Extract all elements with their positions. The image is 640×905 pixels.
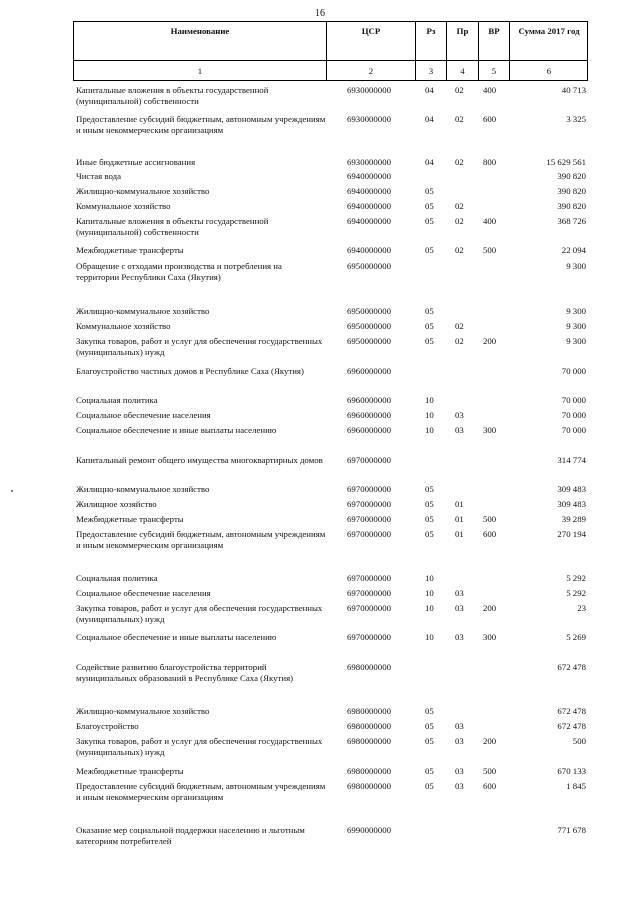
row-name: Предоставление субсидий бюджетным, автономным учреждениям и иным некоммерческим организациям: [76, 114, 326, 135]
row-pr: 03: [455, 588, 464, 598]
row-rz: 10: [425, 632, 434, 642]
margin-mark: [11, 490, 13, 492]
row-sum: 390 820: [557, 201, 586, 211]
row-pr: 02: [455, 336, 464, 346]
row-vr: 800: [483, 157, 497, 167]
header-sum: Сумма 2017 год: [518, 26, 580, 36]
row-vr: 300: [483, 632, 497, 642]
row-sum: 672 478: [557, 706, 586, 716]
row-pr: 01: [455, 499, 464, 509]
row-csr: 6970000000: [347, 484, 391, 494]
row-rz: 05: [425, 484, 434, 494]
row-rz: 10: [425, 588, 434, 598]
row-rz: 10: [425, 395, 434, 405]
row-sum: 23: [577, 603, 586, 613]
header-csr: ЦСР: [361, 26, 381, 36]
row-name: Жилищно-коммунальное хозяйство: [76, 706, 210, 716]
row-pr: 03: [455, 425, 464, 435]
row-name: Межбюджетные трансферты: [76, 514, 184, 524]
row-csr: 6980000000: [347, 706, 391, 716]
row-name: Коммунальное хозяйство: [76, 321, 171, 331]
row-name: Чистая вода: [76, 171, 122, 181]
row-sum: 672 478: [557, 662, 586, 672]
row-name: Социальная политика: [76, 573, 158, 583]
row-csr: 6970000000: [347, 603, 391, 613]
row-pr: 03: [455, 736, 464, 746]
row-csr: 6950000000: [347, 336, 391, 346]
page-number: 16: [315, 8, 325, 19]
row-csr: 6940000000: [347, 186, 391, 196]
row-vr: 400: [483, 85, 497, 95]
header-vr: ВР: [488, 26, 500, 36]
row-rz: 05: [425, 781, 434, 791]
header-rz: Рз: [426, 26, 436, 36]
row-name: Жилищно-коммунальное хозяйство: [76, 484, 210, 494]
row-name: Социальное обеспечение населения: [76, 410, 211, 420]
row-csr: 6930000000: [347, 114, 391, 124]
row-pr: 03: [455, 603, 464, 613]
row-pr: 03: [455, 781, 464, 791]
row-csr: 6930000000: [347, 85, 391, 95]
row-csr: 6950000000: [347, 261, 391, 271]
row-rz: 05: [425, 721, 434, 731]
row-name: Благоустройство: [76, 721, 139, 731]
row-rz: 10: [425, 573, 434, 583]
row-pr: 01: [455, 529, 464, 539]
row-name: Закупка товаров, работ и услуг для обеспечения государственных (муниципальных) нужд: [76, 603, 323, 624]
row-name: Обращение с отходами производства и потребления на территории Республики Саха (Якутия): [76, 261, 282, 282]
row-csr: 6940000000: [347, 216, 391, 226]
row-csr: 6980000000: [347, 766, 391, 776]
row-rz: 04: [425, 114, 434, 124]
row-name: Благоустройство частных домов в Республике Саха (Якутия): [76, 366, 304, 376]
row-rz: 05: [425, 306, 434, 316]
row-csr: 6970000000: [347, 529, 391, 539]
row-csr: 6990000000: [347, 825, 391, 835]
row-pr: 03: [455, 632, 464, 642]
row-rz: 05: [425, 529, 434, 539]
row-vr: 600: [483, 781, 497, 791]
row-vr: 600: [483, 529, 497, 539]
row-sum: 270 194: [557, 529, 586, 539]
row-csr: 6950000000: [347, 306, 391, 316]
row-csr: 6970000000: [347, 573, 391, 583]
table-header: [73, 21, 588, 81]
row-rz: 05: [425, 245, 434, 255]
row-rz: 05: [425, 186, 434, 196]
row-sum: 672 478: [557, 721, 586, 731]
row-name: Межбюджетные трансферты: [76, 245, 184, 255]
row-sum: 5 292: [566, 588, 586, 598]
row-sum: 309 483: [557, 499, 586, 509]
row-pr: 02: [455, 201, 464, 211]
row-name: Жилищное хозяйство: [76, 499, 157, 509]
header-name: Наименование: [170, 26, 230, 36]
column-number: 2: [368, 66, 374, 76]
row-sum: 5 269: [566, 632, 586, 642]
row-sum: 771 678: [557, 825, 586, 835]
row-csr: 6950000000: [347, 321, 391, 331]
row-name: Оказание мер социальной поддержки населению и льготным категориям потребителей: [76, 825, 305, 846]
row-sum: 70 000: [561, 425, 586, 435]
row-name: Социальная политика: [76, 395, 158, 405]
row-csr: 6980000000: [347, 781, 391, 791]
row-csr: 6970000000: [347, 499, 391, 509]
row-name: Жилищно-коммунальное хозяйство: [76, 186, 210, 196]
row-csr: 6970000000: [347, 455, 391, 465]
row-csr: 6960000000: [347, 395, 391, 405]
row-sum: 70 000: [561, 410, 586, 420]
row-csr: 6980000000: [347, 736, 391, 746]
row-csr: 6970000000: [347, 514, 391, 524]
row-name: Предоставление субсидий бюджетным, автономным учреждениям и иным некоммерческим организациям: [76, 529, 326, 550]
row-sum: 22 094: [561, 245, 586, 255]
row-sum: 9 300: [566, 306, 586, 316]
row-vr: 500: [483, 245, 497, 255]
row-rz: 10: [425, 410, 434, 420]
row-pr: 02: [455, 321, 464, 331]
row-name: Закупка товаров, работ и услуг для обеспечения государственных (муниципальных) нужд: [76, 336, 323, 357]
row-vr: 500: [483, 514, 497, 524]
row-sum: 9 300: [566, 336, 586, 346]
row-name: Межбюджетные трансферты: [76, 766, 184, 776]
row-vr: 300: [483, 425, 497, 435]
row-pr: 01: [455, 514, 464, 524]
row-pr: 02: [455, 157, 464, 167]
row-sum: 500: [572, 736, 586, 746]
row-rz: 05: [425, 766, 434, 776]
row-name: Жилищно-коммунальное хозяйство: [76, 306, 210, 316]
row-name: Социальное обеспечение и иные выплаты населению: [76, 425, 277, 435]
row-sum: 5 292: [566, 573, 586, 583]
row-name: Предоставление субсидий бюджетным, автономным учреждениям и иным некоммерческим организациям: [76, 781, 326, 802]
row-csr: 6940000000: [347, 171, 391, 181]
row-rz: 05: [425, 216, 434, 226]
row-rz: 04: [425, 85, 434, 95]
row-vr: 500: [483, 766, 497, 776]
row-name: Капитальные вложения в объекты государственной (муниципальной) собственности: [76, 216, 269, 237]
row-rz: 10: [425, 425, 434, 435]
row-csr: 6960000000: [347, 425, 391, 435]
row-sum: 39 289: [561, 514, 586, 524]
row-rz: 05: [425, 514, 434, 524]
row-rz: 04: [425, 157, 434, 167]
column-number: 4: [460, 66, 465, 76]
row-sum: 390 820: [557, 186, 586, 196]
row-sum: 40 713: [561, 85, 586, 95]
row-sum: 3 325: [566, 114, 586, 124]
row-sum: 314 774: [557, 455, 586, 465]
row-sum: 15 629 561: [546, 157, 586, 167]
row-csr: 6960000000: [347, 366, 391, 376]
row-csr: 6940000000: [347, 201, 391, 211]
row-rz: 05: [425, 499, 434, 509]
row-name: Социальное обеспечение и иные выплаты населению: [76, 632, 277, 642]
column-number: 6: [546, 66, 552, 76]
row-pr: 03: [455, 721, 464, 731]
row-sum: 368 726: [557, 216, 586, 226]
row-pr: 02: [455, 114, 464, 124]
row-name: Социальное обеспечение населения: [76, 588, 211, 598]
row-sum: 70 000: [561, 395, 586, 405]
row-sum: 1 845: [566, 781, 586, 791]
row-vr: 600: [483, 114, 497, 124]
row-name: Капитальные вложения в объекты государственной (муниципальной) собственности: [76, 85, 269, 106]
row-pr: 03: [455, 766, 464, 776]
row-rz: 05: [425, 321, 434, 331]
row-name: Коммунальное хозяйство: [76, 201, 171, 211]
row-csr: 6980000000: [347, 662, 391, 672]
row-sum: 9 300: [566, 261, 586, 271]
row-csr: 6970000000: [347, 632, 391, 642]
row-pr: 02: [455, 85, 464, 95]
row-sum: 9 300: [566, 321, 586, 331]
row-csr: 6970000000: [347, 588, 391, 598]
row-pr: 02: [455, 216, 464, 226]
header-pr: Пр: [456, 26, 469, 36]
row-name: Капитальный ремонт общего имущества многоквартирных домов: [76, 455, 323, 465]
row-sum: 390 820: [557, 171, 586, 181]
row-rz: 05: [425, 706, 434, 716]
row-sum: 70 000: [561, 366, 586, 376]
row-sum: 670 133: [557, 766, 586, 776]
row-rz: 05: [425, 736, 434, 746]
column-number: 5: [491, 66, 497, 76]
row-rz: 10: [425, 603, 434, 613]
row-pr: 02: [455, 245, 464, 255]
row-rz: 05: [425, 336, 434, 346]
row-csr: 6980000000: [347, 721, 391, 731]
row-csr: 6960000000: [347, 410, 391, 420]
column-number: 3: [428, 66, 434, 76]
column-number: 1: [197, 66, 203, 76]
row-vr: 400: [483, 216, 497, 226]
row-rz: 05: [425, 201, 434, 211]
row-csr: 6940000000: [347, 245, 391, 255]
row-name: Иные бюджетные ассигнования: [76, 157, 196, 167]
row-name: Закупка товаров, работ и услуг для обеспечения государственных (муниципальных) нужд: [76, 736, 323, 757]
row-vr: 200: [483, 336, 497, 346]
header-row-divider: [74, 60, 587, 61]
row-vr: 200: [483, 736, 497, 746]
row-csr: 6930000000: [347, 157, 391, 167]
row-name: Содействие развитию благоустройства территорий муниципальных образований в Республике Саха (Якутия): [76, 662, 294, 683]
row-vr: 200: [483, 603, 497, 613]
row-pr: 03: [455, 410, 464, 420]
row-sum: 309 483: [557, 484, 586, 494]
